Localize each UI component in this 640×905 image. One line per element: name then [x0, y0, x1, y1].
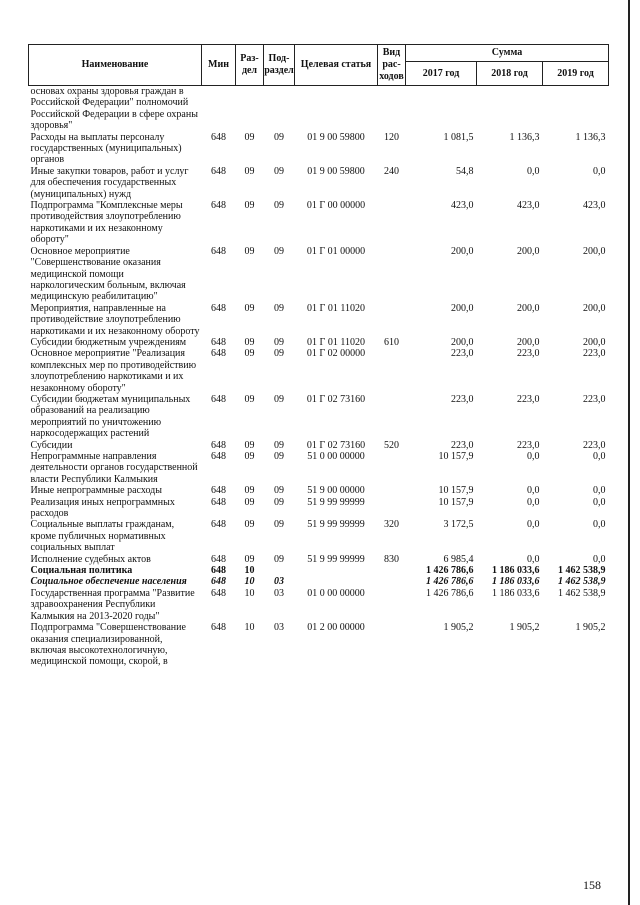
- row-razdel: 09: [244, 553, 255, 565]
- row-expense-type: [378, 485, 406, 496]
- row-min: 648: [211, 519, 226, 531]
- row-expense-type: [378, 622, 406, 668]
- row-target-article: 01 Г 01 11020: [307, 302, 365, 314]
- row-target-article: [295, 576, 378, 587]
- row-sum-2019: 1 136,3: [575, 131, 606, 143]
- row-podrazdel: 09: [274, 393, 284, 405]
- row-razdel: 10: [244, 587, 255, 599]
- row-name: Подпрограмма "Комплексные меры противодействия злоупотреблению наркотиками и их незаконному обороту": [30, 200, 183, 246]
- row-name: основах охраны здоровья граждан в Российской Федерации" полномочий Российской Федерации в сфере охраны здоровья": [30, 86, 198, 132]
- row-podrazdel: 09: [274, 302, 284, 314]
- row-target-article: 01 Г 01 11020: [307, 336, 365, 348]
- row-expense-type: [378, 348, 406, 394]
- row-name: Иные непрограммные расходы: [30, 485, 162, 497]
- table-row: [29, 394, 609, 440]
- row-podrazdel: 09: [274, 553, 284, 565]
- row-sum-2019: 0,0: [593, 496, 606, 508]
- row-sum-2018: 0,0: [527, 553, 540, 565]
- row-name: Мероприятия, направленные на противодействие злоупотреблению наркотиками и их незаконному обороту: [30, 302, 200, 337]
- row-min: 648: [211, 622, 226, 634]
- row-sum-2019: 0,0: [593, 485, 606, 497]
- row-target-article: 51 9 99 99999: [307, 553, 365, 565]
- row-razdel: 09: [244, 245, 255, 257]
- row-sum-2017: 10 157,9: [438, 451, 474, 462]
- row-razdel: 09: [244, 485, 255, 497]
- row-razdel: 09: [244, 348, 255, 360]
- header-sum: Сумма: [406, 45, 609, 62]
- row-min: 648: [211, 587, 226, 599]
- row-sum-2019: 0,0: [593, 165, 606, 177]
- row-sum-2018: 200,0: [517, 245, 540, 257]
- row-podrazdel: [264, 565, 295, 576]
- row-sum-2017: 1 905,2: [443, 622, 474, 634]
- row-sum-2017: 3 172,5: [443, 519, 474, 531]
- row-name: Основное мероприятие "Реализация комплексных мер по противодействию злоупотреблению наркотиками и их незаконному обороту": [30, 348, 197, 394]
- table-row: [29, 246, 609, 303]
- header-min: Мин: [202, 45, 236, 86]
- row-podrazdel: 09: [274, 200, 284, 212]
- row-sum-2019: 1 462 538,9: [558, 587, 606, 599]
- row-expense-type: 320: [384, 519, 399, 531]
- row-name: Реализация иных непрограммных расходов: [30, 496, 175, 520]
- budget-table: [28, 44, 609, 668]
- row-podrazdel: 09: [274, 165, 284, 177]
- row-target-article: 01 2 00 00000: [307, 622, 365, 634]
- table-row: [29, 86, 609, 132]
- row-razdel: 09: [244, 131, 255, 143]
- row-sum-2017: 54,8: [456, 165, 474, 177]
- row-sum-2019: 423,0: [583, 200, 606, 212]
- budget-table-page: [28, 44, 608, 668]
- row-sum-2017: 423,0: [451, 200, 474, 212]
- table-row: [29, 166, 609, 200]
- row-sum-2019: 1 462 538,9: [558, 576, 606, 588]
- row-sum-2019: 200,0: [583, 302, 606, 314]
- row-min: [202, 86, 236, 132]
- table-row: [29, 485, 609, 496]
- row-podrazdel: 03: [274, 576, 284, 588]
- row-sum-2019: [543, 86, 609, 132]
- header-expense-type: Вид рас-ходов: [378, 45, 406, 86]
- row-razdel: 10: [244, 565, 255, 577]
- table-row: [29, 303, 609, 337]
- header-name: Наименование: [29, 45, 202, 86]
- table-row: [29, 519, 609, 553]
- row-name: Субсидии бюджетным учреждениям: [30, 336, 187, 348]
- row-min: 648: [211, 439, 226, 451]
- row-sum-2019: 200,0: [583, 336, 606, 348]
- table-row: [29, 565, 609, 576]
- row-sum-2019: 223,0: [583, 393, 606, 405]
- row-name: Социальные выплаты гражданам, кроме публичных нормативных социальных выплат: [30, 519, 175, 554]
- row-name: Государственная программа "Развитие здравоохранения Республики Калмыкия на 2013-2020 годы": [30, 587, 195, 622]
- row-sum-2019: 0,0: [593, 553, 606, 565]
- row-expense-type: [378, 565, 406, 576]
- row-target-article: 01 Г 02 00000: [306, 348, 366, 360]
- row-name: Социальная политика: [30, 565, 133, 577]
- row-expense-type: 120: [384, 131, 399, 143]
- row-target-article: 51 9 99 99999: [307, 519, 365, 531]
- row-expense-type: 830: [384, 553, 399, 565]
- row-name: Подпрограмма "Совершенствование оказания специализированной, включая высокотехнологичную, медицинской помощи, скорой, в: [30, 622, 186, 668]
- row-target-article: 51 9 99 99999: [307, 496, 365, 508]
- row-podrazdel: 09: [274, 131, 284, 143]
- row-min: 648: [211, 131, 226, 143]
- row-sum-2017: 200,0: [451, 245, 474, 257]
- row-min: 648: [211, 336, 226, 348]
- table-row: [29, 337, 609, 348]
- row-expense-type: 610: [384, 336, 399, 348]
- table-row: [29, 200, 609, 246]
- row-razdel: [236, 86, 264, 132]
- header-year-2019: 2019 год: [543, 62, 609, 86]
- row-sum-2019: 1 462 538,9: [558, 565, 606, 577]
- row-sum-2018: 0,0: [527, 485, 540, 497]
- row-sum-2019: 223,0: [583, 439, 606, 451]
- row-expense-type: 240: [384, 165, 399, 177]
- row-name: Субсидии бюджетам муниципальных образований на реализацию мероприятий по уничтожению наркосодержащих растений: [30, 393, 191, 440]
- row-razdel: 09: [244, 165, 255, 177]
- page-number: 158: [583, 878, 601, 892]
- row-expense-type: 520: [384, 439, 399, 451]
- row-sum-2018: 1 186 033,6: [492, 587, 540, 599]
- row-expense-type: [378, 200, 406, 246]
- row-target-article: 01 9 00 59800: [307, 131, 365, 143]
- row-target-article: [295, 86, 378, 132]
- row-sum-2019: 0,0: [593, 451, 606, 462]
- row-name: Исполнение судебных актов: [30, 553, 151, 565]
- row-sum-2017: 10 157,9: [438, 485, 474, 497]
- row-sum-2018: 423,0: [517, 200, 540, 212]
- header-razdel: Раз-дел: [236, 45, 264, 86]
- table-body: [29, 86, 609, 668]
- row-expense-type: [378, 246, 406, 303]
- row-podrazdel: 09: [274, 336, 284, 348]
- row-podrazdel: 09: [274, 496, 284, 508]
- row-sum-2017: 223,0: [451, 348, 474, 360]
- row-expense-type: [378, 394, 406, 440]
- row-target-article: 01 Г 02 73160: [306, 393, 366, 405]
- row-sum-2019: 0,0: [593, 519, 606, 531]
- row-sum-2018: 1 905,2: [509, 622, 540, 634]
- row-sum-2017: 200,0: [451, 336, 474, 348]
- row-sum-2018: 223,0: [517, 439, 540, 451]
- table-row: [29, 440, 609, 451]
- row-sum-2018: 0,0: [527, 165, 540, 177]
- row-min: 648: [211, 165, 226, 177]
- row-target-article: 01 0 00 00000: [307, 587, 365, 599]
- row-sum-2017: 223,0: [451, 439, 474, 451]
- row-min: 648: [211, 200, 226, 212]
- row-razdel: 09: [244, 302, 255, 314]
- row-sum-2018: 1 136,3: [509, 131, 540, 143]
- row-sum-2018: 1 186 033,6: [492, 576, 540, 588]
- row-min: 648: [211, 485, 226, 497]
- row-sum-2019: 223,0: [583, 348, 606, 360]
- row-razdel: 09: [244, 496, 255, 508]
- row-sum-2018: 200,0: [517, 302, 540, 314]
- table-row: [29, 348, 609, 394]
- table-row: [29, 588, 609, 622]
- table-row: [29, 554, 609, 565]
- row-name: Иные закупки товаров, работ и услуг для обеспечения государственных (муниципальных) нужд: [30, 165, 189, 200]
- row-name: Основное мероприятие "Совершенствование оказания медицинской помощи наркологическим больным, включая медицинскую реабилитацию": [30, 245, 186, 303]
- header-podrazdel: Под-раздел: [264, 45, 295, 86]
- row-min: 648: [211, 496, 226, 508]
- table-row: [29, 451, 609, 485]
- row-target-article: 01 9 00 59800: [307, 165, 365, 177]
- table-row: [29, 622, 609, 668]
- row-razdel: 09: [244, 439, 255, 451]
- row-sum-2018: 0,0: [527, 451, 540, 462]
- row-sum-2018: 200,0: [517, 336, 540, 348]
- row-sum-2019: 1 905,2: [575, 622, 606, 634]
- row-sum-2017: 1 426 786,6: [426, 576, 474, 588]
- row-podrazdel: 09: [274, 519, 284, 531]
- row-name: Расходы на выплаты персоналу государственных (муниципальных) органов: [30, 131, 182, 166]
- row-sum-2018: 223,0: [517, 348, 540, 360]
- row-podrazdel: 09: [274, 245, 284, 257]
- row-sum-2017: [406, 86, 477, 132]
- row-sum-2017: 10 157,9: [438, 496, 474, 508]
- row-min: 648: [211, 393, 226, 405]
- table-header: [29, 45, 609, 86]
- row-sum-2017: 1 426 786,6: [426, 565, 474, 577]
- row-target-article: 51 0 00 00000: [307, 451, 365, 462]
- row-target-article: 51 9 00 00000: [307, 485, 365, 497]
- row-min: 648: [211, 302, 226, 314]
- row-min: 648: [211, 348, 226, 360]
- row-expense-type: [378, 588, 406, 622]
- header-year-2017: 2017 год: [406, 62, 477, 86]
- row-razdel: 09: [244, 336, 255, 348]
- row-expense-type: [378, 497, 406, 520]
- row-podrazdel: 09: [274, 451, 284, 462]
- row-sum-2019: 200,0: [583, 245, 606, 257]
- row-sum-2017: 1 081,5: [443, 131, 474, 143]
- row-razdel: 09: [244, 451, 255, 462]
- row-podrazdel: 03: [274, 622, 284, 634]
- row-podrazdel: 03: [274, 587, 284, 599]
- row-min: 648: [211, 565, 226, 577]
- header-target-article: Целевая статья: [295, 45, 378, 86]
- row-sum-2017: 223,0: [451, 393, 474, 405]
- row-name: Социальное обеспечение населения: [30, 576, 187, 588]
- row-sum-2018: 0,0: [527, 519, 540, 531]
- row-min: 648: [211, 576, 226, 588]
- row-razdel: 09: [244, 393, 255, 405]
- row-razdel: 10: [244, 622, 255, 634]
- table-row: [29, 576, 609, 587]
- row-min: 648: [211, 245, 226, 257]
- row-target-article: 01 Г 01 00000: [306, 245, 366, 257]
- row-expense-type: [378, 86, 406, 132]
- row-target-article: 01 Г 02 73160: [306, 439, 366, 451]
- row-sum-2018: 1 186 033,6: [492, 565, 540, 577]
- table-row: [29, 132, 609, 166]
- row-sum-2017: 6 985,4: [443, 553, 474, 565]
- row-name: Субсидии: [30, 439, 73, 451]
- row-razdel: 09: [244, 200, 255, 212]
- row-razdel: 09: [244, 519, 255, 531]
- row-target-article: [295, 565, 378, 576]
- row-expense-type: [378, 303, 406, 337]
- row-min: 648: [211, 553, 226, 565]
- row-podrazdel: 09: [274, 439, 284, 451]
- row-sum-2017: 200,0: [451, 302, 474, 314]
- table-row: [29, 497, 609, 520]
- row-sum-2018: [477, 86, 543, 132]
- row-sum-2017: 1 426 786,6: [426, 587, 474, 599]
- row-podrazdel: 09: [274, 348, 284, 360]
- page-edge-line: [628, 0, 630, 905]
- row-podrazdel: 09: [274, 485, 284, 497]
- row-razdel: 10: [244, 576, 255, 588]
- row-target-article: 01 Г 00 00000: [306, 200, 366, 212]
- row-name: Непрограммные направления деятельности органов государственной власти Республики Калмыкия: [30, 451, 198, 485]
- row-podrazdel: [264, 86, 295, 132]
- row-sum-2018: 223,0: [517, 393, 540, 405]
- row-expense-type: [378, 451, 406, 485]
- header-year-2018: 2018 год: [477, 62, 543, 86]
- row-sum-2018: 0,0: [527, 496, 540, 508]
- row-min: 648: [211, 451, 226, 462]
- row-expense-type: [378, 576, 406, 587]
